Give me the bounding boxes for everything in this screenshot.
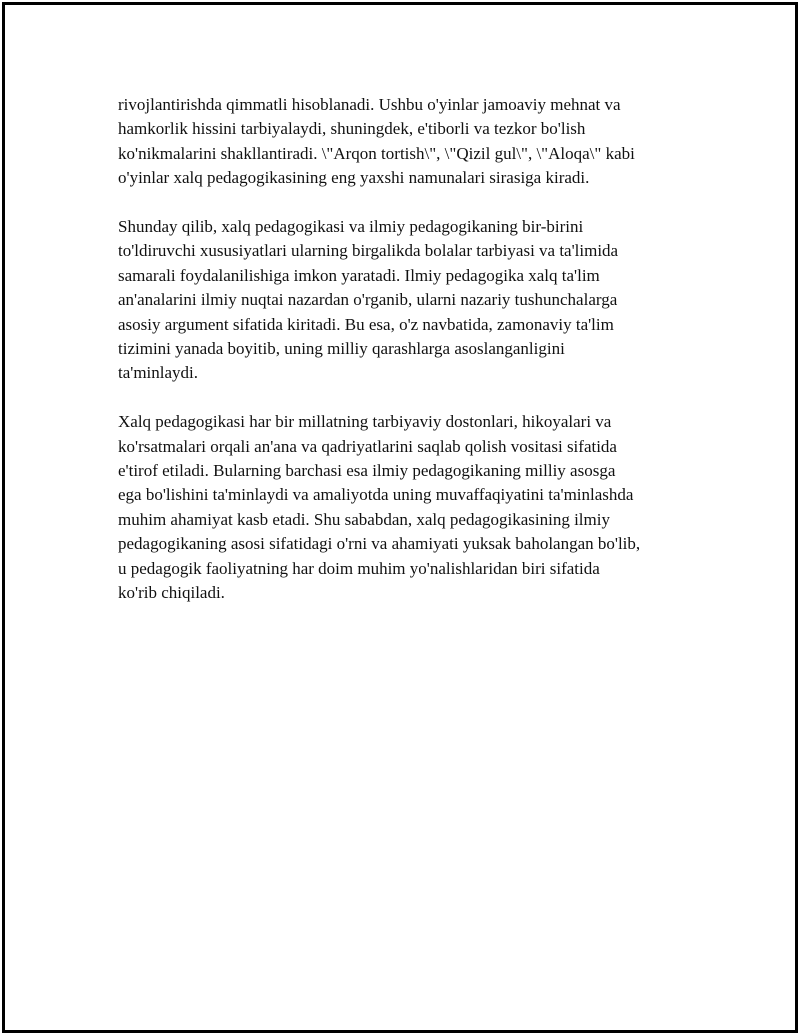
paragraph-3: Xalq pedagogikasi har bir millatning tarbiyaviy dostonlari, hikoyalari va ko'rsatmalari orqali an'ana va qadriyatlarini saqlab qolish vositasi sifatida e'tirof etiladi. Bularning barchasi esa ilmiy pedagogikaning milliy asosga ega bo'lishini ta'minlaydi va amaliyotda uning muvaffaqiyatini ta'minlashda muhim ahamiyat kasb etadi. Shu sababdan, xalq pedagogikasining ilmiy pedagogikaning asosi sifatidagi o'rni va ahamiyati yuksak baholangan bo'lib, u pedagogik faoliyatning har doim muhim yo'nalishlaridan biri sifatida ko'rib chiqiladi. xyxy=(118,412,641,603)
document-body xyxy=(118,93,698,630)
paragraph-1: rivojlantirishda qimmatli hisoblanadi. Ushbu o'yinlar jamoaviy mehnat va hamkorlik hissini tarbiyalaydi, shuningdek, e'tiborli va tezkor bo'lish ko'nikmalarini shakllantiradi. \"Arqon tortish\", \"Qizil gul\", \"Aloqa\" kabi o'yinlar xalq pedagogikasining eng yaxshi namunalari sirasiga kiradi. xyxy=(118,95,635,188)
paragraph-2: Shunday qilib, xalq pedagogikasi va ilmiy pedagogikaning bir-birini to'ldiruvchi xususiyatlari ularning birgalikda bolalar tarbiyasi va ta'limida samarali foydalanilishiga imkon yaratadi. Ilmiy pedagogika xalq ta'lim an'analarini ilmiy nuqtai nazardan o'rganib, ularni nazariy tushunchalarga asosiy argument sifatida kiritadi. Bu esa, o'z navbatida, zamonaviy ta'lim tizimini yanada boyitib, uning milliy qarashlarga asoslanganligini ta'minlaydi. xyxy=(118,217,619,383)
